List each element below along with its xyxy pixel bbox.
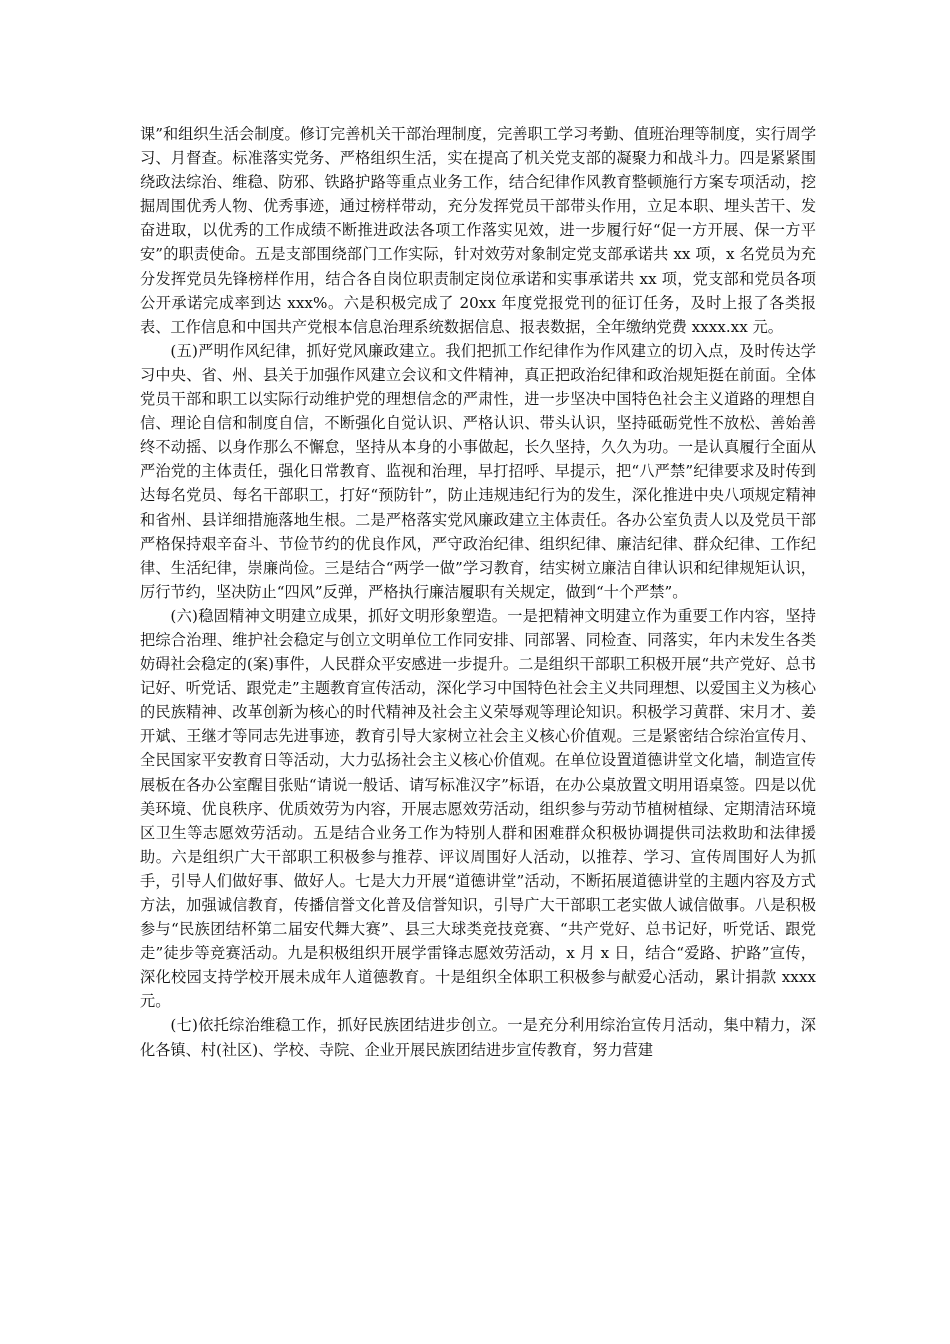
paragraph-section-6: (六)稳固精神文明建立成果，抓好文明形象塑造。一是把精神文明建立作为重要工作内容，坚持把综合治理、维护社会稳定与创立文明单位工作同安排、同部署、同检查、同落实，年内未发生各类妨碍社会稳定的(案)事件，人民群众平安感进一步提升。二是组织干部职工积极开展“共产党好、总书记好、听党话、跟党走”主题教育宣传活动，深化学习中国特色社会主义共同理想、以爱国主义为核心的民族精神、改革创新为核心的时代精神及社会主义荣辱观等理论知识。积极学习黄群、宋月才、姜开斌、王继才等同志先进事迹，教育引导大家树立社会主义核心价值观。三是紧密结合综治宣传月、全民国家平安教育日等活动，大力弘扬社会主义核心价值观。在单位设置道德讲堂文化墙，制造宣传展板在各办公室醒目张贴“请说一般话、请写标准汉字”标语，在办公桌放置文明用语桌签。四是以优美环境、优良秩序、优质效劳为内容，开展志愿效劳活动，组织参与劳动节植树植绿、定期清洁环境区卫生等志愿效劳活动。五是结合业务工作为特别人群和困难群众积极协调提供司法救助和法律援助。六是组织广大干部职工积极参与推荐、评议周围好人活动，以推荐、学习、宣传周围好人为抓手，引导人们做好事、做好人。七是大力开展“道德讲堂”活动，不断拓展道德讲堂的主题内容及方式方法，加强诚信教育，传播信誉文化普及信誉知识，引导广大干部职工老实做人诚信做事。八是积极参与“民族团结杯第二届安代舞大赛”、县三大球类竞技竞赛、“共产党好、总书记好，听党话、跟党走”徒步等竞赛活动。九是积极组织开展学雷锋志愿效劳活动，x 月 x 日，结合“爱路、护路”宣传，深化校园支持学校开展未成年人道德教育。十是组织全体职工积极参与献爱心活动，累计捐款 xxxx 元。	[140, 606, 817, 1011]
paragraph-continued: 课”和组织生活会制度。修订完善机关干部治理制度，完善职工学习考勤、值班治理等制度，实行周学习、月督查。标准落实党务、严格组织生活，实在提高了机关党支部的凝聚力和战斗力。四是紧紧围绕政法综治、维稳、防邪、铁路护路等重点业务工作，结合纪律作风教育整顿施行方案专项活动，挖掘周围优秀人物、优秀事迹，通过榜样带动，充分发挥党员干部带头作用，立足本职、埋头苦干、发奋进取，以优秀的工作成绩不断推进政法各项工作落实见效，进一步履行好“促一方开展、保一方平安”的职责使命。五是支部围绕部门工作实际，针对效劳对象制定党支部承诺共 xx 项，x 名党员为充分发挥党员先锋榜样作用，结合各自岗位职责制定岗位承诺和实事承诺共 xx 项，党支部和党员各项公开承诺完成率到达 xxx%。六是积极完成了 20xx 年度党报党刊的征订任务，及时上报了各类报表、工作信息和中国共产党根本信息治理系统数据信息、报表数据，全年缴纳党费 xxxx.xx 元。	[140, 125, 817, 336]
paragraph-section-7: (七)依托综治维稳工作，抓好民族团结进步创立。一是充分利用综治宣传月活动，集中精力，深化各镇、村(社区)、学校、寺院、企业开展民族团结进步宣传教育，努力营建	[140, 1016, 816, 1059]
paragraph-section-5: (五)严明作风纪律，抓好党风廉政建立。我们把抓工作纪律作为作风建立的切入点，及时传达学习中央、省、州、县关于加强作风建立会议和文件精神，真正把政治纪律和政治规矩挺在前面。全体党员干部和职工以实际行动维护党的理想信念的严肃性，进一步坚决中国特色社会主义道路的理想自信、理论自信和制度自信，不断强化自觉认识、严格认识、带头认识，坚持砥砺党性不放松、善始善终不动摇、以身作那么不懈怠，坚持从本身的小事做起，长久坚持，久久为功。一是认真履行全面从严治党的主体责任，强化日常教育、监视和治理，早打招呼、早提示，把“八严禁”纪律要求及时传到达每名党员、每名干部职工，打好“预防针”，防止违规违纪行为的发生，深化推进中央八项规定精神和省州、县详细措施落地生根。二是严格落实党风廉政建立主体责任。各办公室负责人以及党员干部严格保持艰辛奋斗、节俭节约的优良作风，严守政治纪律、组织纪律、廉洁纪律、群众纪律、工作纪律、生活纪律，崇廉尚俭。三是结合“两学一做”学习教育，结实树立廉洁自律认识和纪律规矩认识，厉行节约，坚决防止“四风”反弹，严格执行廉洁履职有关规定，做到“十个严禁”。	[140, 341, 816, 601]
document-page	[140, 122, 816, 1062]
